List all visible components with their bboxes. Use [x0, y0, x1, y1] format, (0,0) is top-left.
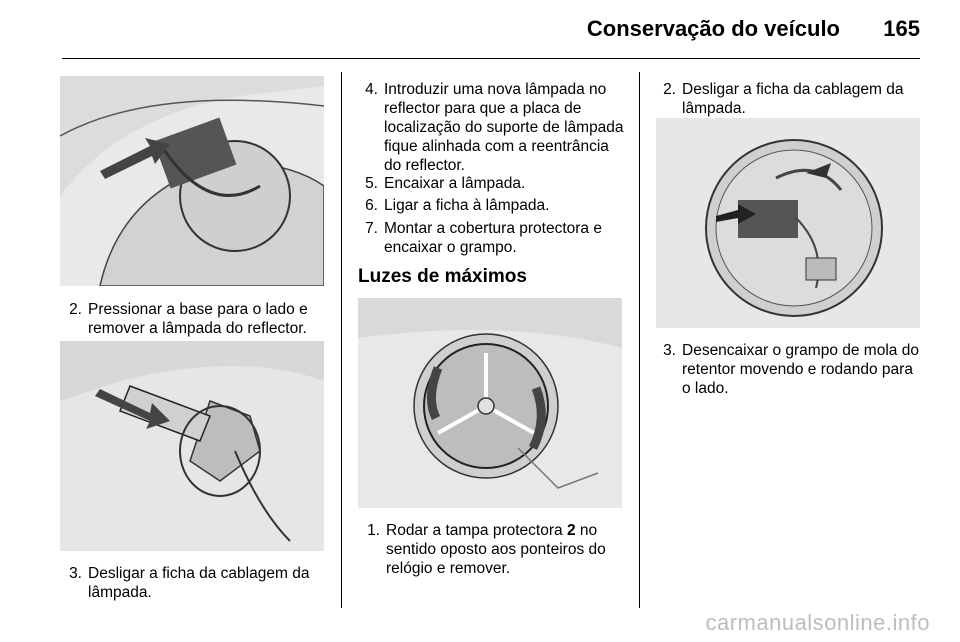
step-number: 4.: [365, 81, 378, 98]
step-2-col1: [60, 300, 328, 338]
column-divider-1: [341, 72, 342, 608]
figure-bulb-holder-arrow: [60, 76, 324, 286]
step-text: Montar a cobertura protectora e encaixar o grampo.: [384, 220, 602, 256]
step-text-before: Rodar a tampa protectora: [386, 522, 567, 539]
page-number: 165: [883, 16, 920, 41]
step-callout-number: 2: [566, 522, 576, 539]
step-text: Encaixar a lâmpada.: [384, 175, 526, 192]
step-7: [356, 219, 626, 257]
section-heading: Luzes de máximos: [358, 266, 527, 287]
step-5: [356, 174, 626, 193]
step-number: 6.: [365, 197, 378, 214]
step-text: Desencaixar o grampo de mola do retentor movendo e rodando para o lado.: [682, 342, 919, 397]
step-text: [386, 521, 628, 578]
step-4: [356, 80, 626, 175]
step-3-col1: [60, 564, 328, 602]
step-3-col3: [654, 341, 924, 398]
step-text: Desligar a ficha da cablagem da lâmpada.: [682, 81, 904, 117]
step-number: 2.: [69, 301, 82, 318]
step-text: Desligar a ficha da cablagem da lâmpada.: [88, 565, 310, 601]
step-text: Pressionar a base para o lado e remover a lâmpada do reflector.: [88, 301, 308, 337]
step-text: Introduzir uma nova lâmpada no reflector para que a placa de localização do suporte de lâmpada fique alinhada com a reentrância do reflector.: [384, 81, 624, 174]
watermark: carmanualsonline.info: [705, 610, 930, 635]
step-1-col2: [358, 521, 628, 578]
step-number: 3.: [663, 342, 676, 359]
header-rule: [62, 58, 920, 59]
step-number: 2.: [663, 81, 676, 98]
step-6: [356, 196, 626, 215]
step-text: Ligar a ficha à lâmpada.: [384, 197, 550, 214]
step-number: 3.: [69, 565, 82, 582]
figure-harness-plug: [656, 118, 920, 328]
page-header: [0, 0, 960, 60]
step-number: 1.: [367, 522, 380, 539]
step-text-after: no sentido oposto aos ponteiros do relógio e remover.: [386, 522, 606, 577]
figure-protective-cap: [358, 298, 622, 508]
figure-bulb-removal: [60, 341, 324, 551]
step-number: 5.: [365, 175, 378, 192]
section-title: Conservação do veículo: [586, 16, 840, 41]
column-divider-2: [639, 72, 640, 608]
step-2-col3: [654, 80, 924, 118]
step-number: 7.: [365, 220, 378, 237]
